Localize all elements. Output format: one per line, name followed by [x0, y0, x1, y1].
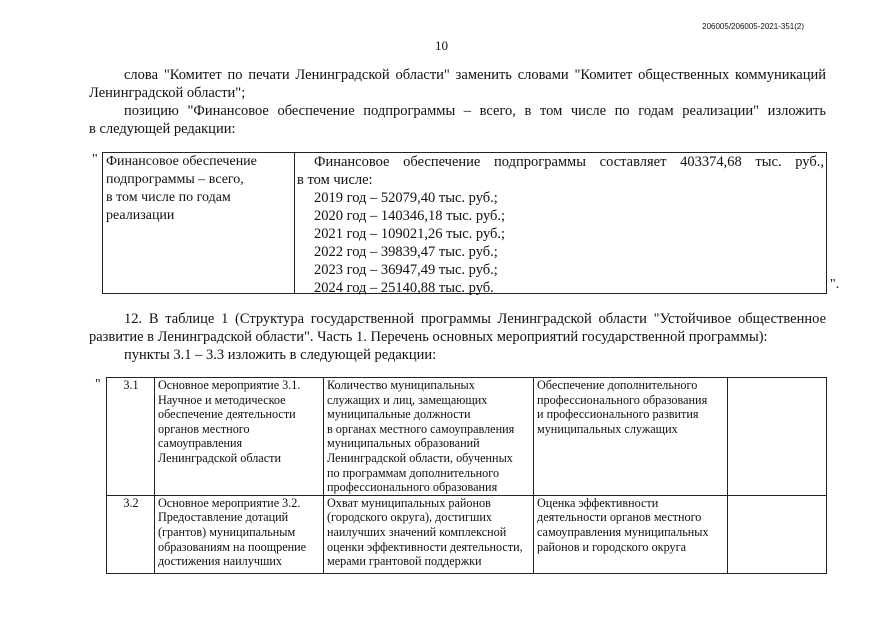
para2-line-2: развитие в Ленинградской области". Часть 1. Перечень основных мероприятий государственной программы): [89, 329, 768, 345]
financing-year-2023: 2023 год – 36947,49 тыс. руб.; [314, 262, 498, 278]
activity-cell: Основное мероприятие 3.1. Научное и методическое обеспечение деятельности органов местного самоуправления Ленинградской области [155, 378, 324, 496]
table-row [107, 378, 827, 496]
financing-year-2024: 2024 год – 25140,88 тыс. руб. [314, 280, 494, 296]
empty-cell [728, 378, 827, 496]
financing-total-line: Финансовое обеспечение подпрограммы составляет 403374,68 тыс. руб., [314, 154, 824, 170]
financing-value-cell [295, 153, 826, 296]
quote-open-1: " [92, 152, 98, 167]
para1-line-4: в следующей редакции: [89, 121, 236, 137]
financing-table [102, 152, 827, 294]
row-number: 3.2 [107, 495, 155, 573]
result-cell: Оценка эффективности деятельности органов местного самоуправления муниципальных районов и городского округа [534, 495, 728, 573]
para2-line-1: 12. В таблице 1 (Структура государственной программы Ленинградской области "Устойчивое общественное [124, 311, 826, 327]
financing-year-2021: 2021 год – 109021,26 тыс. руб.; [314, 226, 506, 242]
empty-cell [728, 495, 827, 573]
financing-year-2022: 2022 год – 39839,47 тыс. руб.; [314, 244, 498, 260]
result-cell: Обеспечение дополнительного профессионального образования и профессионального развития муниципальных служащих [534, 378, 728, 496]
activity-cell: Основное мероприятие 3.2. Предоставление дотаций (грантов) муниципальным образованиям на поощрение достижения наилучших [155, 495, 324, 573]
financing-line: в том числе: [297, 172, 373, 188]
measures-table [106, 377, 827, 574]
financing-label-cell [103, 153, 295, 293]
indicator-cell: Количество муниципальных служащих и лиц, замещающих муниципальные должности в органах местного самоуправления муниципальных образований Ленинградской области, обученных по программам дополнительного профессионального образования [324, 378, 534, 496]
table-row [107, 495, 827, 573]
quote-close-1: ". [830, 277, 840, 292]
para1-line-1: слова "Комитет по печати Ленинградской области" заменить словами "Комитет общественных коммуникаций [124, 67, 826, 83]
financing-label-line: в том числе по годам [106, 190, 231, 205]
financing-label-line: реализации [106, 208, 175, 223]
para2-line-3: пункты 3.1 – 3.3 изложить в следующей редакции: [124, 347, 437, 363]
financing-label-line: подпрограммы – всего, [106, 172, 244, 187]
para1-line-3: позицию "Финансовое обеспечение подпрограммы – всего, в том числе по годам реализации" изложить [124, 103, 826, 119]
row-number: 3.1 [107, 378, 155, 496]
indicator-cell: Охват муниципальных районов (городского округа), достигших наилучших значений комплексной оценки эффективности деятельности, мерами грантовой поддержки [324, 495, 534, 573]
para1-line-2: Ленинградской области"; [89, 85, 246, 101]
financing-label-line: Финансовое обеспечение [106, 154, 257, 169]
document-id: 206005/206005-2021-351(2) [702, 22, 804, 31]
page-number: 10 [435, 38, 448, 53]
financing-year-2019: 2019 год – 52079,40 тыс. руб.; [314, 190, 498, 206]
financing-year-2020: 2020 год – 140346,18 тыс. руб.; [314, 208, 506, 224]
quote-open-2: " [95, 377, 101, 392]
